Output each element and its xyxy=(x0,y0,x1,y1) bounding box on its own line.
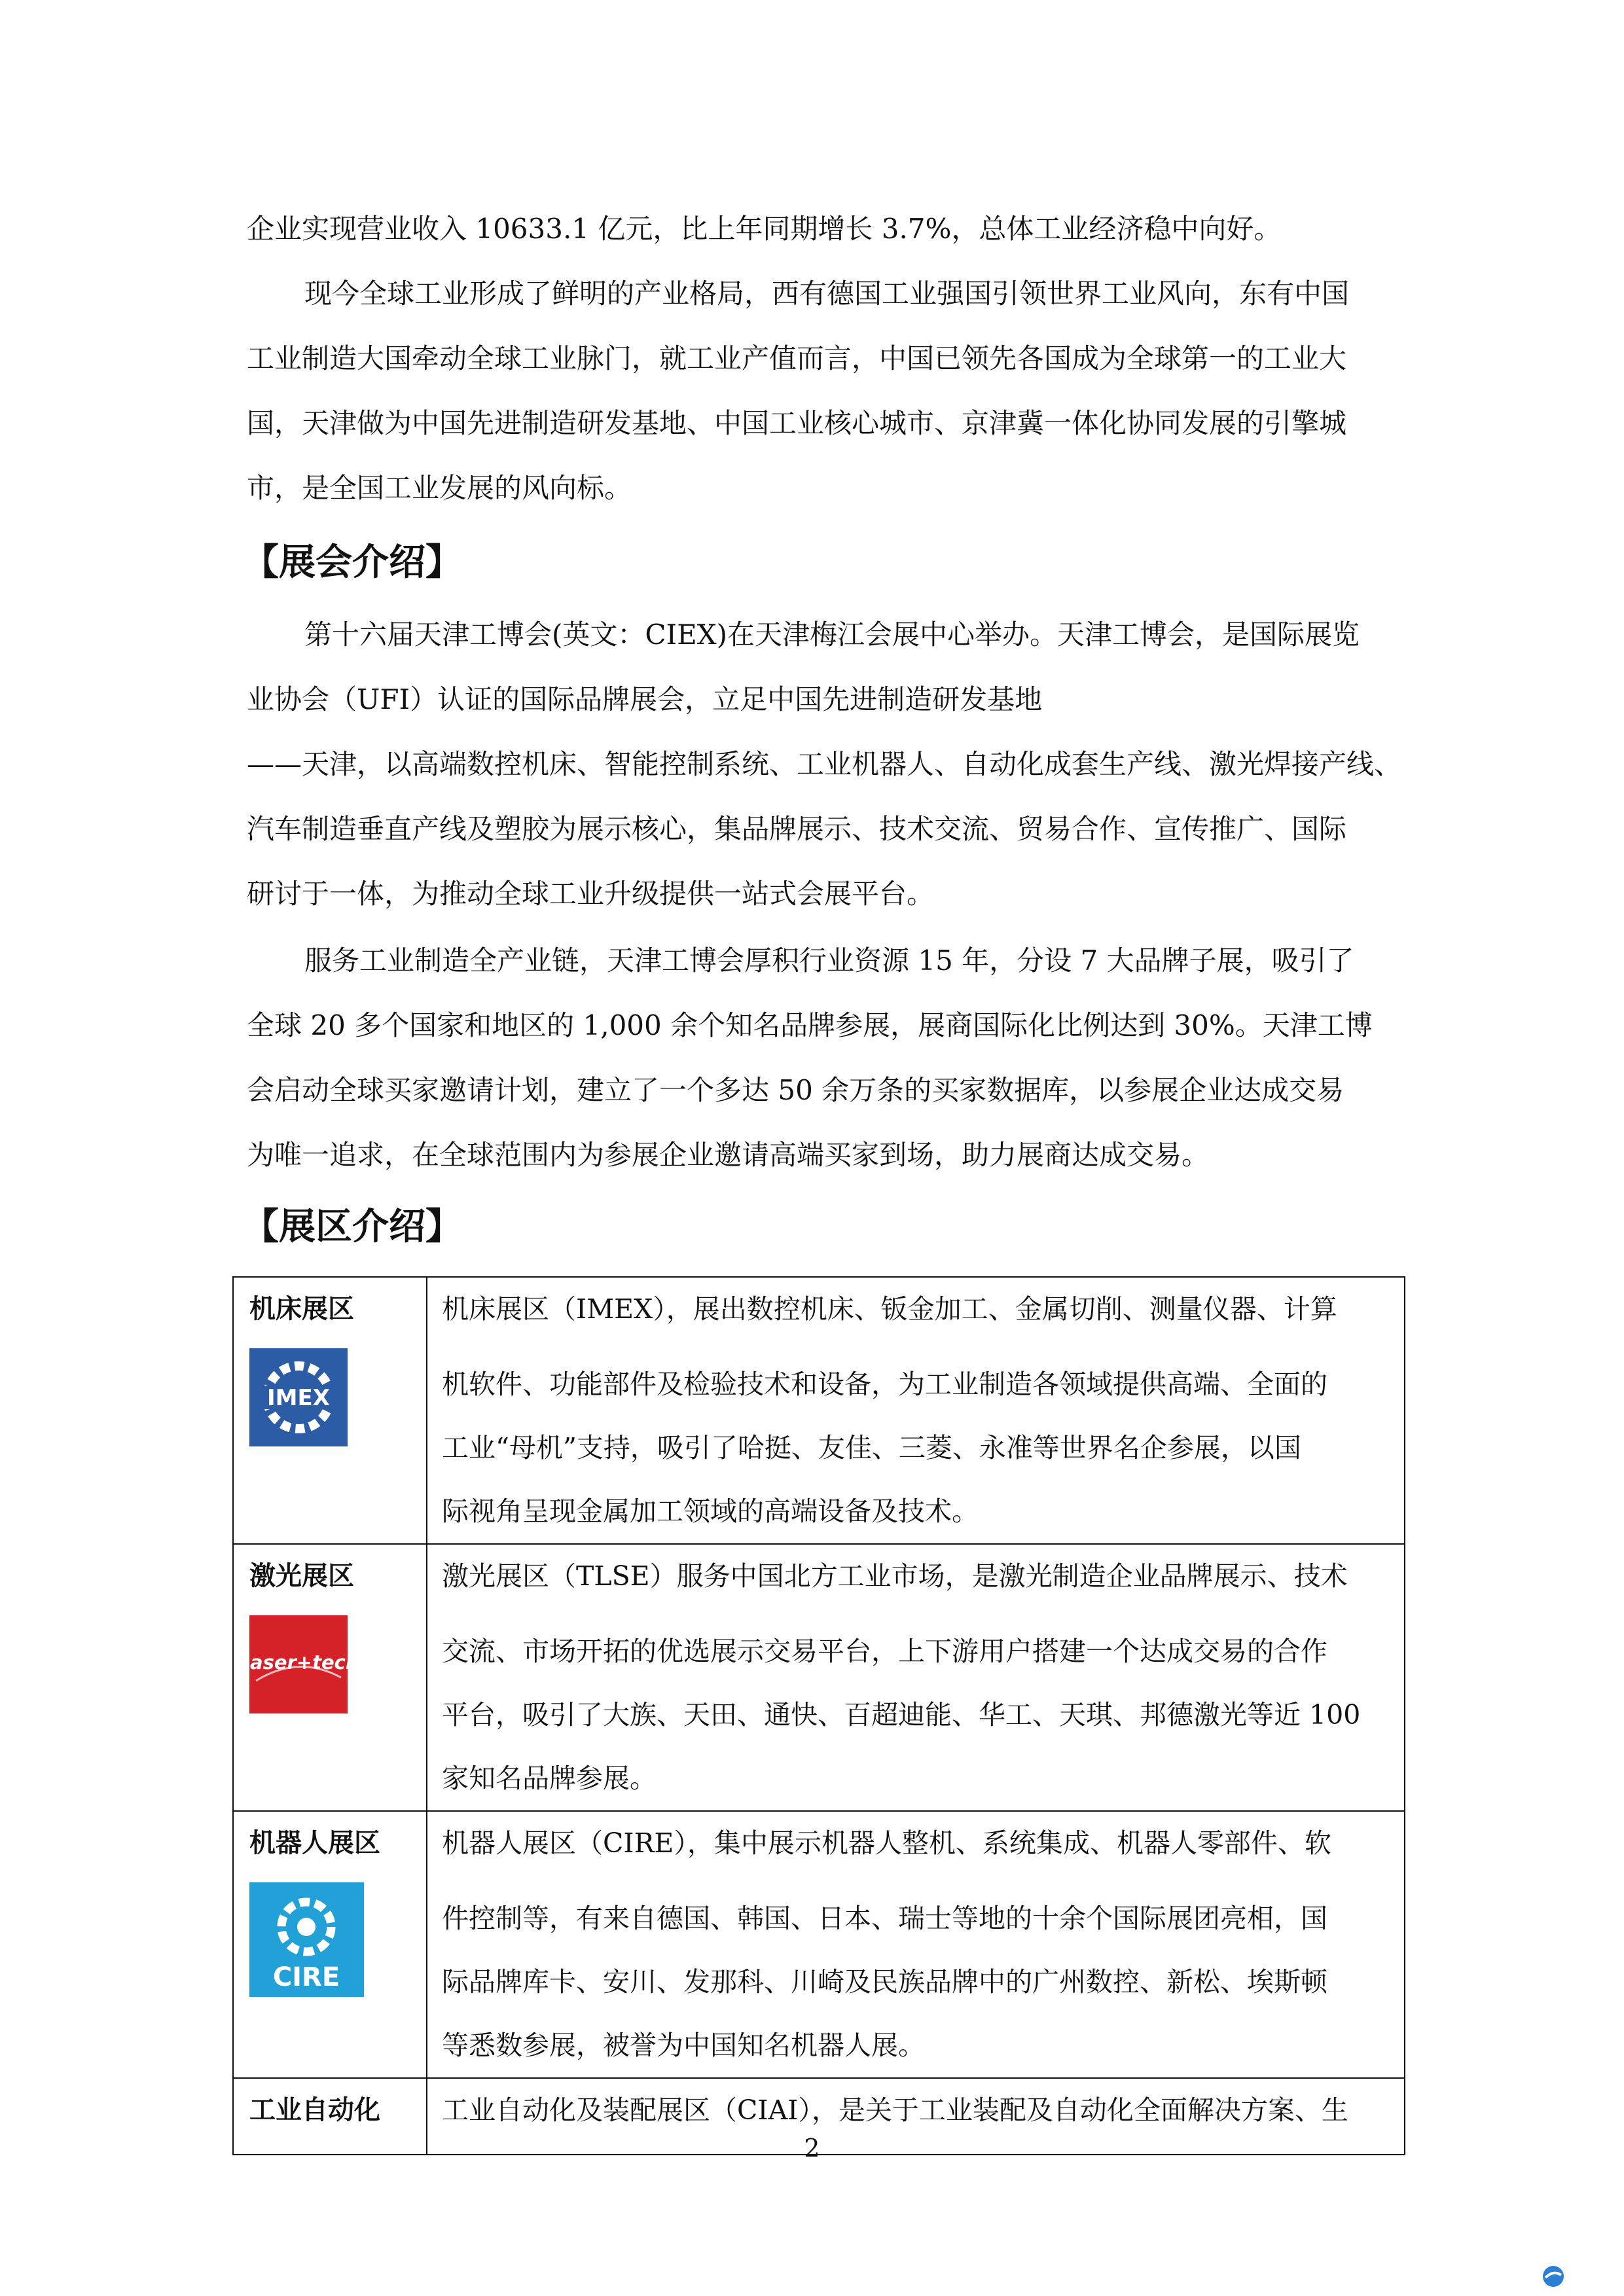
table-row xyxy=(233,1811,1405,2078)
exhibition-line: 为唯一追求，在全球范围内为参展企业邀请高端买家到场，助力展商达成交易。 xyxy=(247,1139,1210,1171)
landscape-paragraph xyxy=(247,261,1399,520)
zone-desc-line: 机床展区（IMEX），展出数控机床、钣金加工、金属切削、测量仪器、计算 xyxy=(442,1293,1337,1325)
zone-desc-line: 际品牌库卡、安川、发那科、川崎及民族品牌中的广州数控、新松、埃斯顿 xyxy=(442,1966,1327,1998)
exhibition-paragraph-2 xyxy=(247,928,1399,1187)
zone-desc-line: 家知名品牌参展。 xyxy=(442,1763,657,1794)
watermark-icon xyxy=(1542,2265,1565,2288)
zone-desc-line: 机软件、功能部件及检验技术和设备，为工业制造各领域提供高端、全面的 xyxy=(442,1369,1327,1400)
exhibition-line: ——天津，以高端数控机床、智能控制系统、工业机器人、自动化成套生产线、激光焊接产线、 xyxy=(247,748,1402,780)
zone-desc-line: 工业自动化及装配展区（CIAI），是关于工业装配及自动化全面解决方案、生 xyxy=(442,2094,1348,2126)
intro-paragraph xyxy=(247,196,1399,261)
zone-desc-line: 工业“母机”支持，吸引了哈挺、友佳、三菱、永准等世界名企参展，以国 xyxy=(442,1432,1301,1463)
landscape-line: 国，天津做为中国先进制造研发基地、中国工业核心城市、京津冀一体化协同发展的引擎城 xyxy=(247,407,1347,439)
landscape-line: 市，是全国工业发展的风向标。 xyxy=(247,472,632,504)
zone-desc-line: 际视角呈现金属加工领域的高端设备及技术。 xyxy=(442,1496,979,1527)
exhibition-line: 研讨于一体，为推动全球工业升级提供一站式会展平台。 xyxy=(247,878,935,910)
zone-name: 机器人展区 xyxy=(249,1828,380,1858)
exhibition-line: 会启动全球买家邀请计划，建立了一个多达 50 余万条的买家数据库，以参展企业达成交易 xyxy=(247,1074,1344,1106)
laser-tech-logo-icon xyxy=(238,1615,359,1713)
zone-label-cell xyxy=(233,1277,427,1544)
zone-description xyxy=(427,1544,1405,1811)
zone-desc-line: 激光展区（TLSE）服务中国北方工业市场，是激光制造企业品牌展示、技术 xyxy=(442,1560,1348,1592)
landscape-line: 工业制造大国牵动全球工业脉门，就工业产值而言，中国已领先各国成为全球第一的工业大 xyxy=(247,342,1347,374)
zone-label-cell xyxy=(233,1544,427,1811)
exhibition-line: 服务工业制造全产业链，天津工博会厚积行业资源 15 年，分设 7 大品牌子展，吸引了 xyxy=(304,944,1354,977)
zone-desc-line: 交流、市场开拓的优选展示交易平台，上下游用户搭建一个达成交易的合作 xyxy=(442,1636,1327,1667)
zone-desc-line: 平台，吸引了大族、天田、通快、百超迪能、华工、天琪、邦德激光等近 100 xyxy=(442,1699,1361,1731)
zone-description xyxy=(427,1277,1405,1544)
svg-text:CIRE: CIRE xyxy=(272,1962,340,1992)
exhibition-line: 汽车制造垂直产线及塑胶为展示核心，集品牌展示、技术交流、贸易合作、宣传推广、国际 xyxy=(247,813,1347,845)
exhibition-line: 第十六届天津工博会(英文：CIEX)在天津梅江会展中心举办。天津工博会，是国际展览 xyxy=(304,619,1360,651)
zone-name: 工业自动化 xyxy=(249,2095,380,2125)
zone-name: 激光展区 xyxy=(249,1561,354,1591)
zone-desc-line: 件控制等，有来自德国、韩国、日本、瑞士等地的十余个国际展团亮相，国 xyxy=(442,1903,1327,1934)
zone-desc-line: 等悉数参展，被誉为中国知名机器人展。 xyxy=(442,2030,925,2061)
zone-label-cell xyxy=(233,1811,427,2078)
exhibition-heading: 【展会介绍】 xyxy=(242,541,462,584)
page-number: 2 xyxy=(804,2134,820,2162)
table-row xyxy=(233,1277,1405,1544)
zones-heading: 【展区介绍】 xyxy=(242,1206,462,1248)
svg-text:IMEX: IMEX xyxy=(267,1385,330,1411)
intro-line: 企业实现营业收入 10633.1 亿元，比上年同期增长 3.7%，总体工业经济稳中向好。 xyxy=(247,213,1282,245)
cire-logo-icon xyxy=(249,1882,364,1997)
exhibition-paragraph-1 xyxy=(247,602,1402,926)
landscape-line: 现今全球工业形成了鲜明的产业格局，西有德国工业强国引领世界工业风向，东有中国 xyxy=(304,278,1350,310)
exhibition-line: 全球 20 多个国家和地区的 1,000 余个知名品牌参展，展商国际化比例达到 30%。天津工博 xyxy=(247,1009,1373,1041)
zone-desc-line: 机器人展区（CIRE），集中展示机器人整机、系统集成、机器人零部件、软 xyxy=(442,1827,1331,1859)
exhibition-line: 业协会（UFI）认证的国际品牌展会，立足中国先进制造研发基地 xyxy=(247,683,1043,715)
zones-table xyxy=(232,1276,1405,2155)
zone-description xyxy=(427,1811,1405,2078)
svg-text:Laser+tech: Laser+tech xyxy=(238,1651,359,1674)
table-row xyxy=(233,1544,1405,1811)
zone-name: 机床展区 xyxy=(249,1294,354,1324)
imex-logo-icon xyxy=(249,1348,348,1446)
